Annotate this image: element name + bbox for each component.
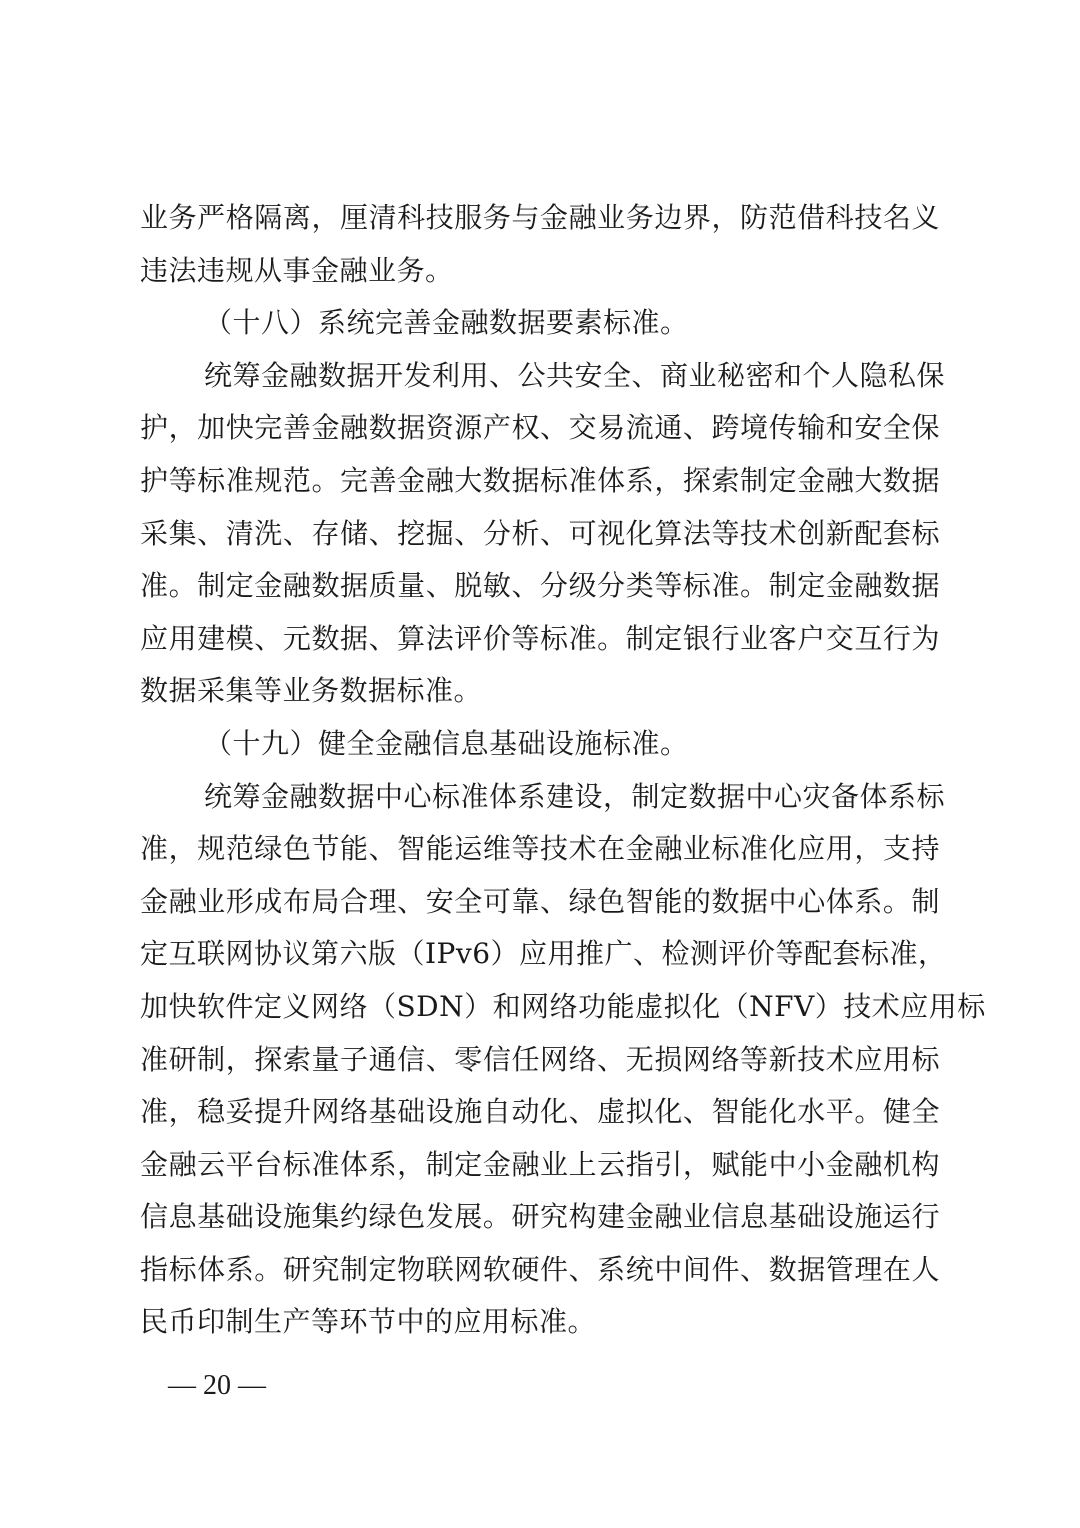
- text-line: 护，加快完善金融数据资源产权、交易流通、跨境传输和安全保: [140, 411, 940, 445]
- text-line: 数据采集等业务数据标准。: [140, 674, 483, 708]
- text-line: 准。制定金融数据质量、脱敏、分级分类等标准。制定金融数据: [140, 569, 940, 603]
- text-line: 金融云平台标准体系，制定金融业上云指引，赋能中小金融机构: [140, 1147, 940, 1181]
- section-heading-18: （十八）系统完善金融数据要素标准。: [204, 306, 689, 340]
- text-line: 民币印制生产等环节中的应用标准。: [140, 1305, 597, 1339]
- section-heading-19: （十九）健全金融信息基础设施标准。: [204, 726, 689, 760]
- text-line: 指标体系。研究制定物联网软硬件、系统中间件、数据管理在人: [140, 1252, 940, 1286]
- page-number: — 20 —: [168, 1370, 266, 1401]
- text-line: 金融业形成布局合理、安全可靠、绿色智能的数据中心体系。制: [140, 884, 940, 918]
- text-line: 定互联网协议第六版（IPv6）应用推广、检测评价等配套标准，: [140, 937, 947, 971]
- text-line: 业务严格隔离，厘清科技服务与金融业务边界，防范借科技名义: [140, 201, 940, 234]
- text-line: 统筹金融数据中心标准体系建设，制定数据中心灾备体系标: [204, 779, 946, 813]
- text-line: 统筹金融数据开发利用、公共安全、商业秘密和个人隐私保: [204, 358, 946, 392]
- text-line: 准，稳妥提升网络基础设施自动化、虚拟化、智能化水平。健全: [140, 1095, 940, 1129]
- text-line: 信息基础设施集约绿色发展。研究构建金融业信息基础设施运行: [140, 1200, 940, 1234]
- text-line: 准研制，探索量子通信、零信任网络、无损网络等新技术应用标: [140, 1042, 940, 1076]
- body-text: [140, 192, 986, 1349]
- text-line: 违法违规从事金融业务。: [140, 253, 454, 287]
- text-line: 采集、清洗、存储、挖掘、分析、可视化算法等技术创新配套标: [140, 516, 940, 550]
- text-line: 应用建模、元数据、算法评价等标准。制定银行业客户交互行为: [140, 621, 940, 655]
- text-line: 准，规范绿色节能、智能运维等技术在金融业标准化应用，支持: [140, 832, 940, 866]
- text-line: 护等标准规范。完善金融大数据标准体系，探索制定金融大数据: [140, 463, 940, 497]
- text-line: 加快软件定义网络（SDN）和网络功能虚拟化（NFV）技术应用标: [140, 989, 986, 1023]
